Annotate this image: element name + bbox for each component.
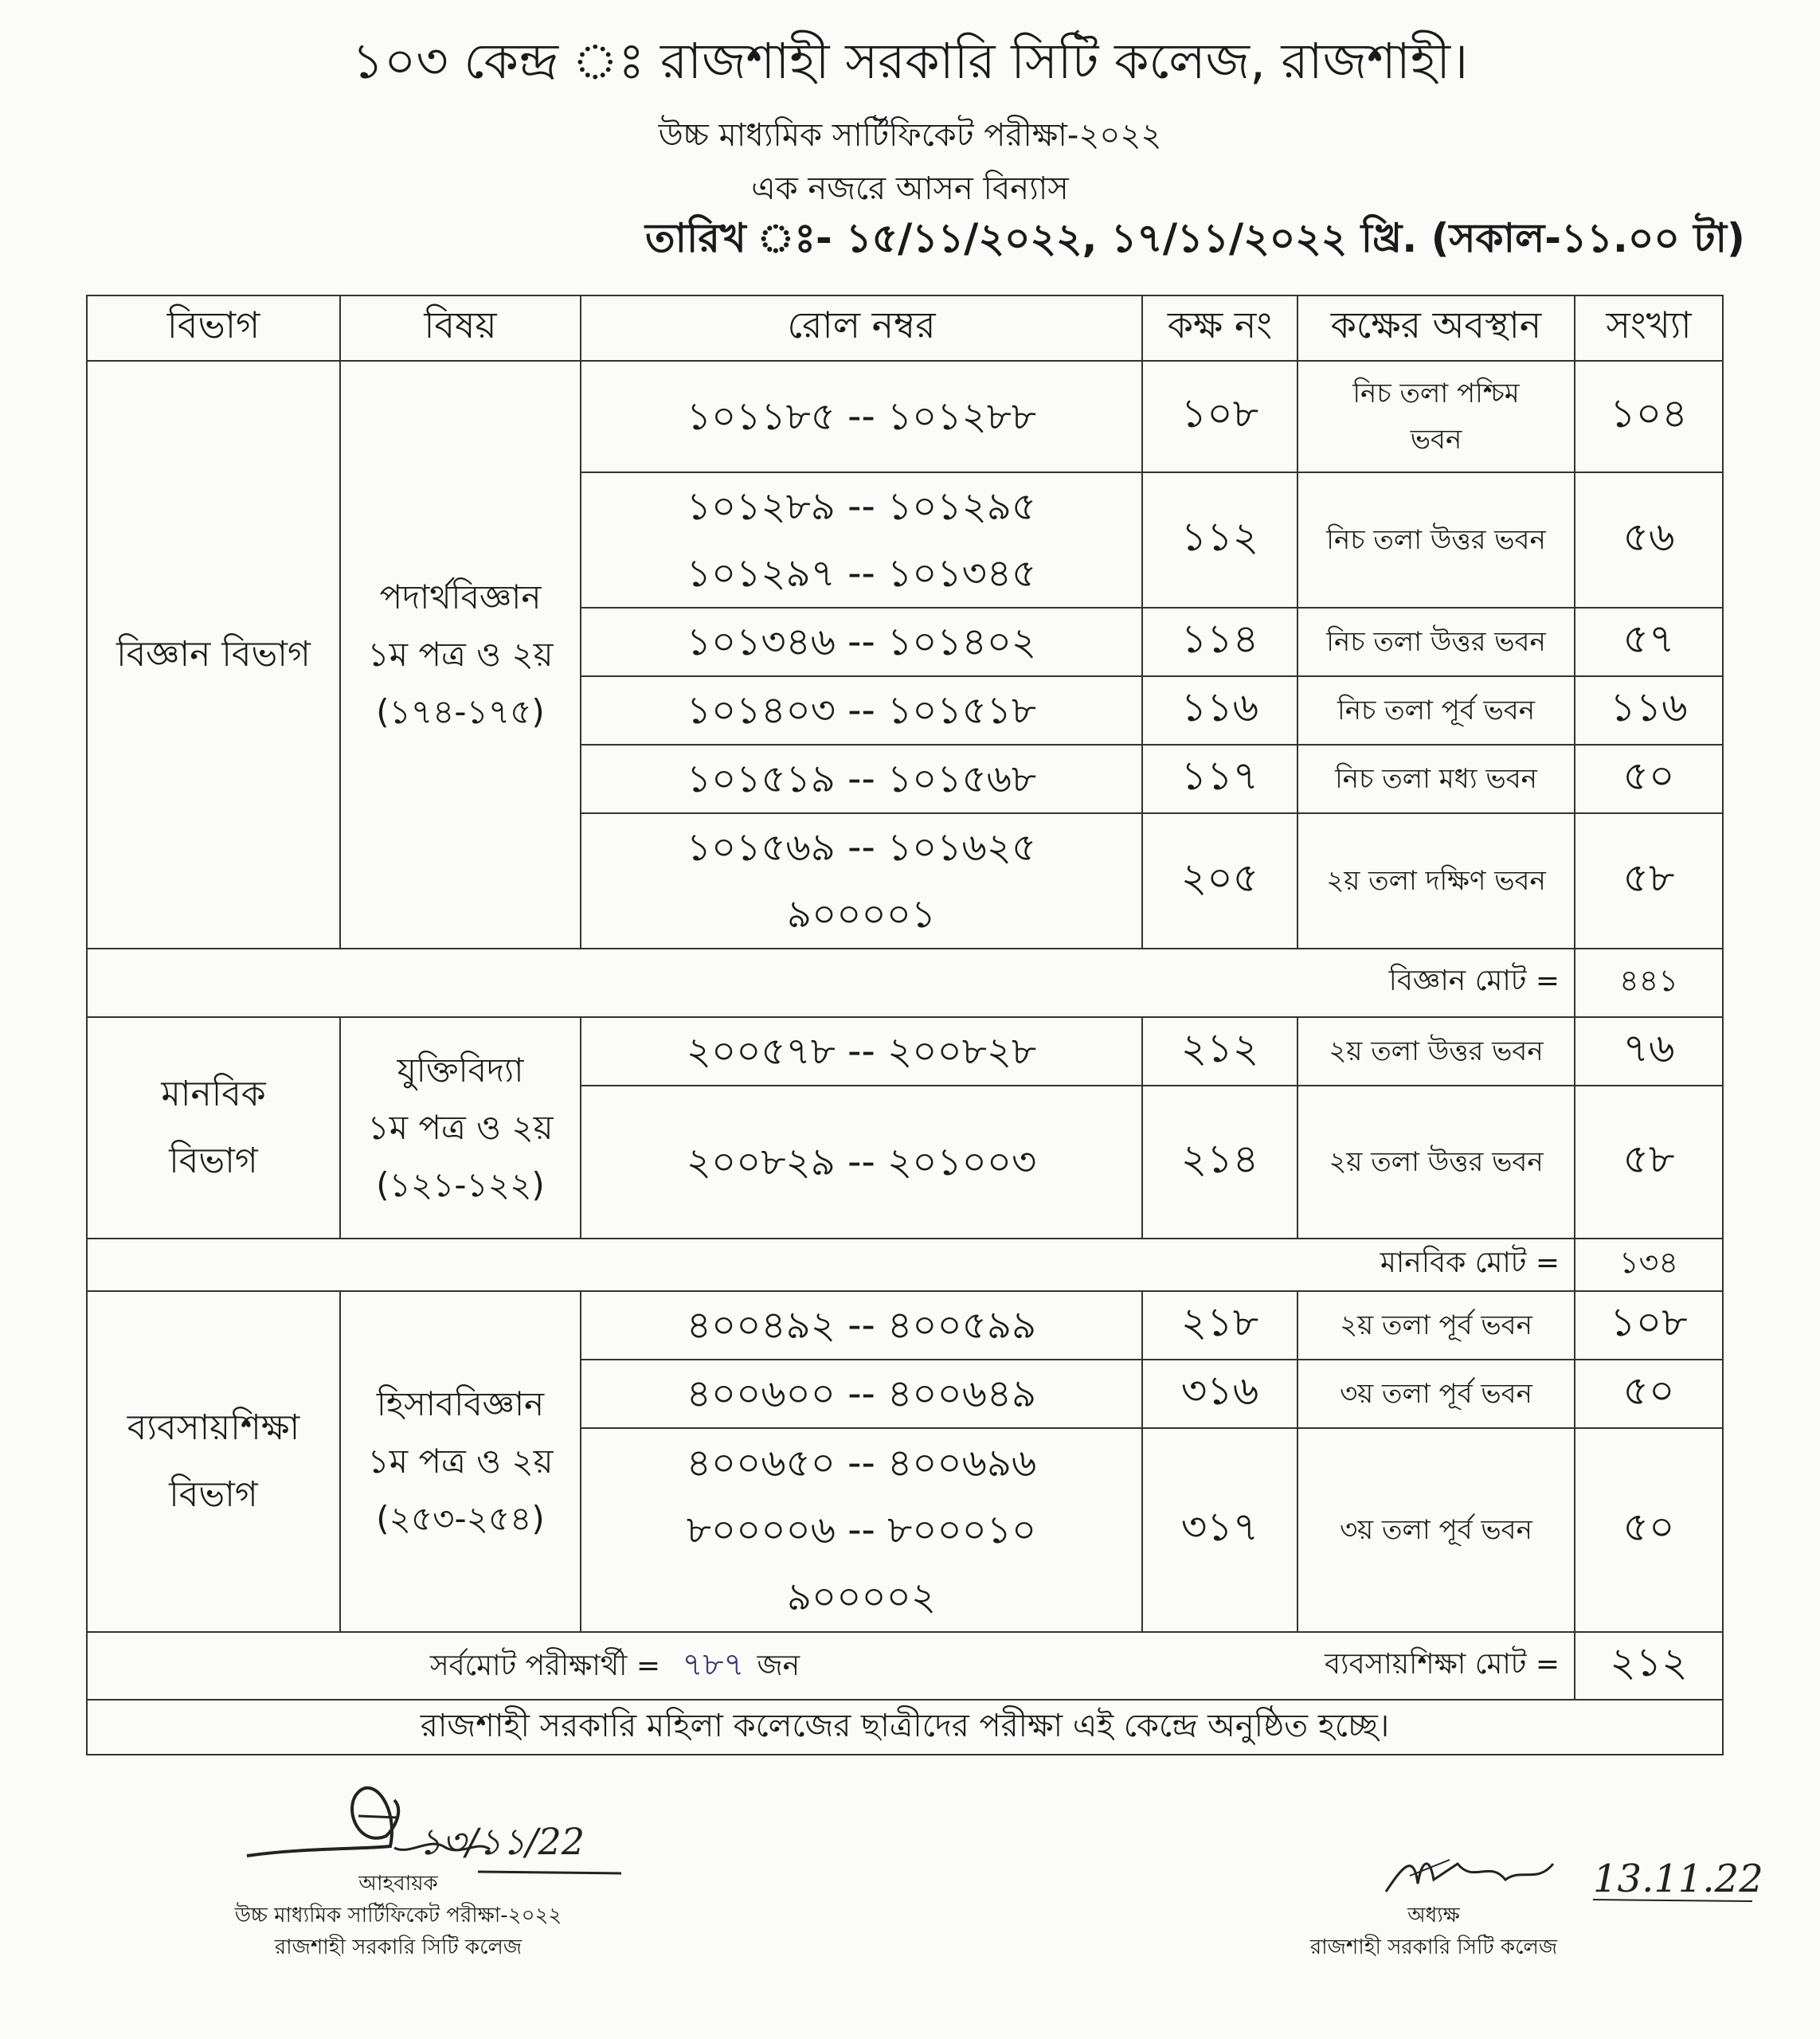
room-cell: ৩১৭ — [1142, 1428, 1297, 1632]
note-text: রাজশাহী সরকারি মহিলা কলেজের ছাত্রীদের পরীক্ষা এই কেন্দ্রে অনুষ্ঠিত হচ্ছে। — [87, 1700, 1723, 1755]
roll-range: ১০১৫১৯ -- ১০১৫৬৮ — [686, 757, 1037, 801]
grand-total-cell — [87, 1632, 1142, 1700]
location-line: নিচ তলা উত্তর ভবন — [1326, 626, 1546, 658]
room-cell: ১১৪ — [1142, 608, 1297, 676]
location-cell — [1297, 361, 1575, 472]
roll-cell — [581, 676, 1142, 745]
roll-range: ১০১২৯৭ -- ১০১৩৪৫ — [686, 551, 1037, 596]
roll-range: ৯০০০০২ — [786, 1575, 937, 1619]
count-cell: ৫০ — [1575, 745, 1723, 813]
page-title: ১০৩ কেন্দ্র ঃ রাজশাহী সরকারি সিটি কলেজ, রাজশাহী। — [351, 32, 1469, 90]
principal-signature — [1378, 1836, 1792, 1908]
table-row — [87, 1017, 1723, 1086]
location-cell — [1297, 1291, 1575, 1360]
roll-cell — [581, 1360, 1142, 1428]
table-header-row — [87, 295, 1723, 361]
column-header-count: সংখ্যা — [1575, 295, 1723, 361]
room-cell: ২০৫ — [1142, 813, 1297, 949]
roll-cell — [581, 1086, 1142, 1239]
subject-paper: ১ম পত্র ও ২য় — [367, 1442, 554, 1481]
roll-cell — [581, 361, 1142, 472]
principal-block — [1282, 1900, 1585, 1963]
location-line: ৩য় তলা পূর্ব ভবন — [1340, 1514, 1532, 1546]
count-cell: ১০৪ — [1575, 361, 1723, 472]
count-cell: ৫৮ — [1575, 1086, 1723, 1239]
column-header-location: কক্ষের অবস্থান — [1297, 295, 1575, 361]
roll-range: ৮০০০০৬ -- ৮০০০১০ — [686, 1508, 1037, 1552]
room-cell: ১১৬ — [1142, 676, 1297, 745]
roll-range: ৪০০৬৫০ -- ৪০০৬৯৬ — [686, 1441, 1037, 1485]
note-row — [87, 1700, 1723, 1755]
count-cell: ৫৬ — [1575, 472, 1723, 608]
science-total-label: বিজ্ঞান মোট = — [87, 949, 1575, 1017]
subject-paper: ১ম পত্র ও ২য় — [367, 1108, 554, 1147]
division-label: বিভাগ — [169, 1474, 258, 1515]
location-line: ভবন — [1410, 424, 1462, 456]
room-cell: ১১৭ — [1142, 745, 1297, 813]
location-cell — [1297, 1428, 1575, 1632]
business-total-value: ২১২ — [1575, 1632, 1723, 1700]
division-cell — [87, 1017, 340, 1239]
roll-cell — [581, 745, 1142, 813]
room-cell: ১১২ — [1142, 472, 1297, 608]
roll-cell — [581, 608, 1142, 676]
subject-name: হিসাববিজ্ঞান — [376, 1384, 545, 1423]
page-subtitle: এক নজরে আসন বিন্যাস — [751, 170, 1069, 207]
count-cell: ১১৬ — [1575, 676, 1723, 745]
room-cell: ১০৮ — [1142, 361, 1297, 472]
roll-range: ৯০০০০১ — [786, 892, 937, 937]
location-line: ২য় তলা উত্তর ভবন — [1329, 1146, 1544, 1178]
roll-range: ১০১৩৪৬ -- ১০১৪০২ — [686, 620, 1037, 664]
roll-cell — [581, 813, 1142, 949]
room-cell: ২১২ — [1142, 1017, 1297, 1086]
subject-name: যুক্তিবিদ্যা — [397, 1051, 524, 1090]
table-row — [87, 361, 1723, 472]
convener-college: রাজশাহী সরকারি সিটি কলেজ — [274, 1935, 523, 1959]
count-cell: ৭৬ — [1575, 1017, 1723, 1086]
location-line: ২য় তলা উত্তর ভবন — [1329, 1035, 1544, 1067]
subject-cell — [340, 1291, 581, 1632]
roll-cell — [581, 1017, 1142, 1086]
roll-range: ৪০০৬০০ -- ৪০০৬৪৯ — [686, 1372, 1037, 1416]
location-line: ২য় তলা দক্ষিণ ভবন — [1326, 865, 1546, 897]
subject-paper: ১ম পত্র ও ২য় — [367, 635, 554, 674]
column-header-roll: রোল নম্বর — [581, 295, 1142, 361]
roll-range: ১০১১৮৫ -- ১০১২৮৮ — [686, 394, 1037, 439]
location-line: ২য় তলা পূর্ব ভবন — [1340, 1309, 1532, 1341]
principal-signature-date: 13.11.22 — [1593, 1857, 1763, 1901]
humanities-total-value: ১৩৪ — [1575, 1239, 1723, 1291]
grand-total-label: সর্বমোট পরীক্ষার্থী = — [429, 1650, 660, 1682]
room-cell: ২১৮ — [1142, 1291, 1297, 1360]
count-cell: ১০৮ — [1575, 1291, 1723, 1360]
subject-name: পদার্থবিজ্ঞান — [379, 577, 542, 616]
location-cell — [1297, 676, 1575, 745]
convener-exam: উচ্চ মাধ্যমিক সার্টিফিকেট পরীক্ষা-২০২২ — [234, 1904, 562, 1927]
exam-date-line: তারিখ ঃ- ১৫/১১/২০২২, ১৭/১১/২০২২ খ্রি. (সকাল-১১.০০ টা) — [645, 215, 1745, 261]
roll-range: ১০১৪০৩ -- ১০১৫১৮ — [686, 688, 1037, 733]
column-header-room: কক্ষ নং — [1142, 295, 1297, 361]
table-row — [87, 1291, 1723, 1360]
seat-plan-table — [86, 295, 1724, 1755]
roll-range: ৪০০৪৯২ -- ৪০০৫৯৯ — [686, 1303, 1037, 1348]
humanities-total-row — [87, 1239, 1723, 1291]
roll-range: ১০১৫৬৯ -- ১০১৬২৫ — [686, 825, 1037, 870]
location-cell — [1297, 1360, 1575, 1428]
location-line: নিচ তলা পশ্চিম — [1352, 378, 1520, 409]
science-total-value: ৪৪১ — [1575, 949, 1723, 1017]
roll-range: ২০০৮২৯ -- ২০১০০৩ — [686, 1140, 1037, 1184]
science-total-row — [87, 949, 1723, 1017]
division-cell — [87, 1291, 340, 1632]
business-total-label: ব্যবসায়শিক্ষা মোট = — [1142, 1632, 1575, 1700]
location-line: নিচ তলা মধ্য ভবন — [1335, 763, 1537, 795]
location-cell — [1297, 813, 1575, 949]
grand-total-value: ৭৮৭ — [682, 1646, 745, 1683]
room-cell: ২১৪ — [1142, 1086, 1297, 1239]
location-cell — [1297, 472, 1575, 608]
count-cell: ৫৭ — [1575, 608, 1723, 676]
column-header-division: বিভাগ — [87, 295, 340, 361]
division-label: ব্যবসায়শিক্ষা — [127, 1407, 300, 1448]
roll-cell — [581, 472, 1142, 608]
subject-code: (১২১-১২২) — [376, 1165, 545, 1204]
convener-role: আহবায়ক — [358, 1872, 438, 1896]
subject-code: (২৫৩-২৫৪) — [376, 1499, 545, 1538]
location-line: ৩য় তলা পূর্ব ভবন — [1340, 1378, 1532, 1410]
count-cell: ৫০ — [1575, 1360, 1723, 1428]
location-line: নিচ তলা পূর্ব ভবন — [1337, 695, 1536, 726]
division-label: বিজ্ঞান বিভাগ — [116, 634, 311, 675]
division-label: বিভাগ — [169, 1141, 258, 1181]
convener-signature — [239, 1760, 637, 1880]
location-cell — [1297, 1086, 1575, 1239]
convener-signature-date: ১৩/১১/22 — [418, 1820, 585, 1863]
room-cell: ৩১৬ — [1142, 1360, 1297, 1428]
subject-cell — [340, 361, 581, 949]
location-cell — [1297, 745, 1575, 813]
subject-code: (১৭৪-১৭৫) — [376, 692, 545, 731]
division-label: মানবিক — [161, 1074, 266, 1114]
count-cell: ৫৮ — [1575, 813, 1723, 949]
convener-block — [207, 1868, 589, 1963]
location-line: নিচ তলা উত্তর ভবন — [1326, 524, 1546, 556]
principal-role: অধ্যক্ষ — [1407, 1904, 1460, 1927]
grand-total-row — [87, 1632, 1723, 1700]
count-cell: ৫০ — [1575, 1428, 1723, 1632]
grand-total-unit: জন — [757, 1650, 800, 1682]
location-cell — [1297, 608, 1575, 676]
column-header-subject: বিষয় — [340, 295, 581, 361]
humanities-total-label: মানবিক মোট = — [87, 1239, 1575, 1291]
location-cell — [1297, 1017, 1575, 1086]
roll-range: ১০১২৮৯ -- ১০১২৯৫ — [686, 484, 1037, 529]
roll-cell — [581, 1291, 1142, 1360]
division-cell — [87, 361, 340, 949]
roll-cell — [581, 1428, 1142, 1632]
principal-college: রাজশাহী সরকারি সিটি কলেজ — [1309, 1935, 1558, 1959]
subject-cell — [340, 1017, 581, 1239]
exam-name: উচ্চ মাধ্যমিক সার্টিফিকেট পরীক্ষা-২০২২ — [658, 117, 1162, 154]
roll-range: ২০০৫৭৮ -- ২০০৮২৮ — [686, 1029, 1037, 1074]
